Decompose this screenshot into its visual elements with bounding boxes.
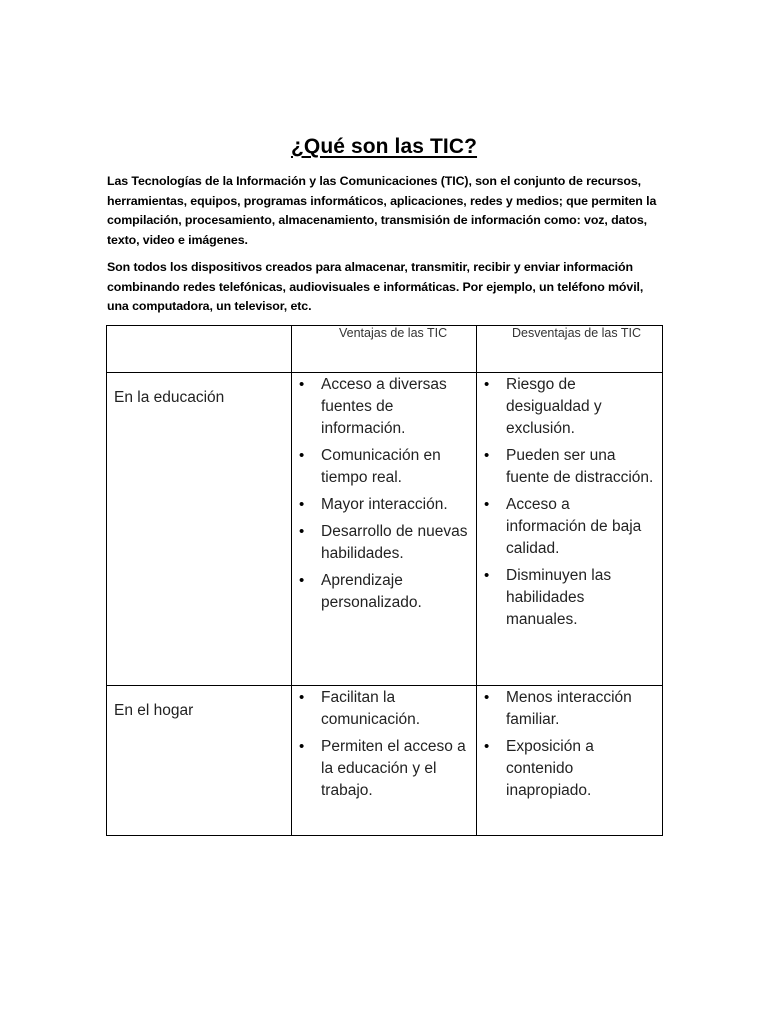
- list-item: • Acceso a información de baja calidad.: [477, 494, 654, 560]
- page-title: ¿Qué son las TIC?: [290, 135, 478, 158]
- ventajas-cell-educacion: [292, 373, 477, 686]
- table-row-hogar: [107, 686, 663, 836]
- row-label-hogar: En el hogar: [107, 686, 292, 836]
- header-ventajas: Ventajas de las TIC: [292, 326, 477, 373]
- list-item: • Permiten el acceso a la educación y el trabajo.: [292, 736, 468, 802]
- desventajas-cell-hogar: [477, 686, 663, 836]
- ventajas-cell-hogar: [292, 686, 477, 836]
- list-item: • Riesgo de desigualdad y exclusión.: [477, 374, 654, 440]
- list-item: • Pueden ser una fuente de distracción.: [477, 445, 654, 489]
- list-item: • Aprendizaje personalizado.: [292, 570, 468, 614]
- desventajas-list-educacion: [477, 373, 662, 642]
- list-item: • Exposición a contenido inapropiado.: [477, 736, 654, 802]
- list-item: • Comunicación en tiempo real.: [292, 445, 468, 489]
- ventajas-list-hogar: [292, 686, 476, 813]
- list-item: • Menos interacción familiar.: [477, 687, 654, 731]
- desventajas-cell-educacion: [477, 373, 663, 686]
- devices-paragraph: Son todos los dispositivos creados para almacenar, transmitir, recibir y enviar información combinando redes telefónicas, audiovisuales e informáticas. Por ejemplo, un teléfono móvil, una computadora, un televisor, etc.: [107, 260, 644, 314]
- header-empty-cell: [107, 326, 292, 373]
- list-item: • Acceso a diversas fuentes de información.: [292, 374, 468, 440]
- list-item: • Disminuyen las habilidades manuales.: [477, 565, 654, 631]
- list-item: • Desarrollo de nuevas habilidades.: [292, 521, 468, 565]
- table-header-row: [107, 326, 663, 373]
- header-desventajas: Desventajas de las TIC: [477, 326, 663, 373]
- list-item: • Facilitan la comunicación.: [292, 687, 468, 731]
- tic-comparison-table: [106, 325, 663, 836]
- list-item: • Mayor interacción.: [292, 494, 468, 516]
- ventajas-list-educacion: [292, 373, 476, 625]
- desventajas-list-hogar: [477, 686, 662, 813]
- row-label-educacion: En la educación: [107, 373, 292, 686]
- table-row-educacion: [107, 373, 663, 686]
- intro-paragraph: Las Tecnologías de la Información y las Comunicaciones (TIC), son el conjunto de recursos, herramientas, equipos, programas informáticos, aplicaciones, redes y medios; que permiten la compilación, procesamiento, almacenamiento, transmisión de información como: voz, datos, texto, video e imágenes.: [107, 174, 657, 247]
